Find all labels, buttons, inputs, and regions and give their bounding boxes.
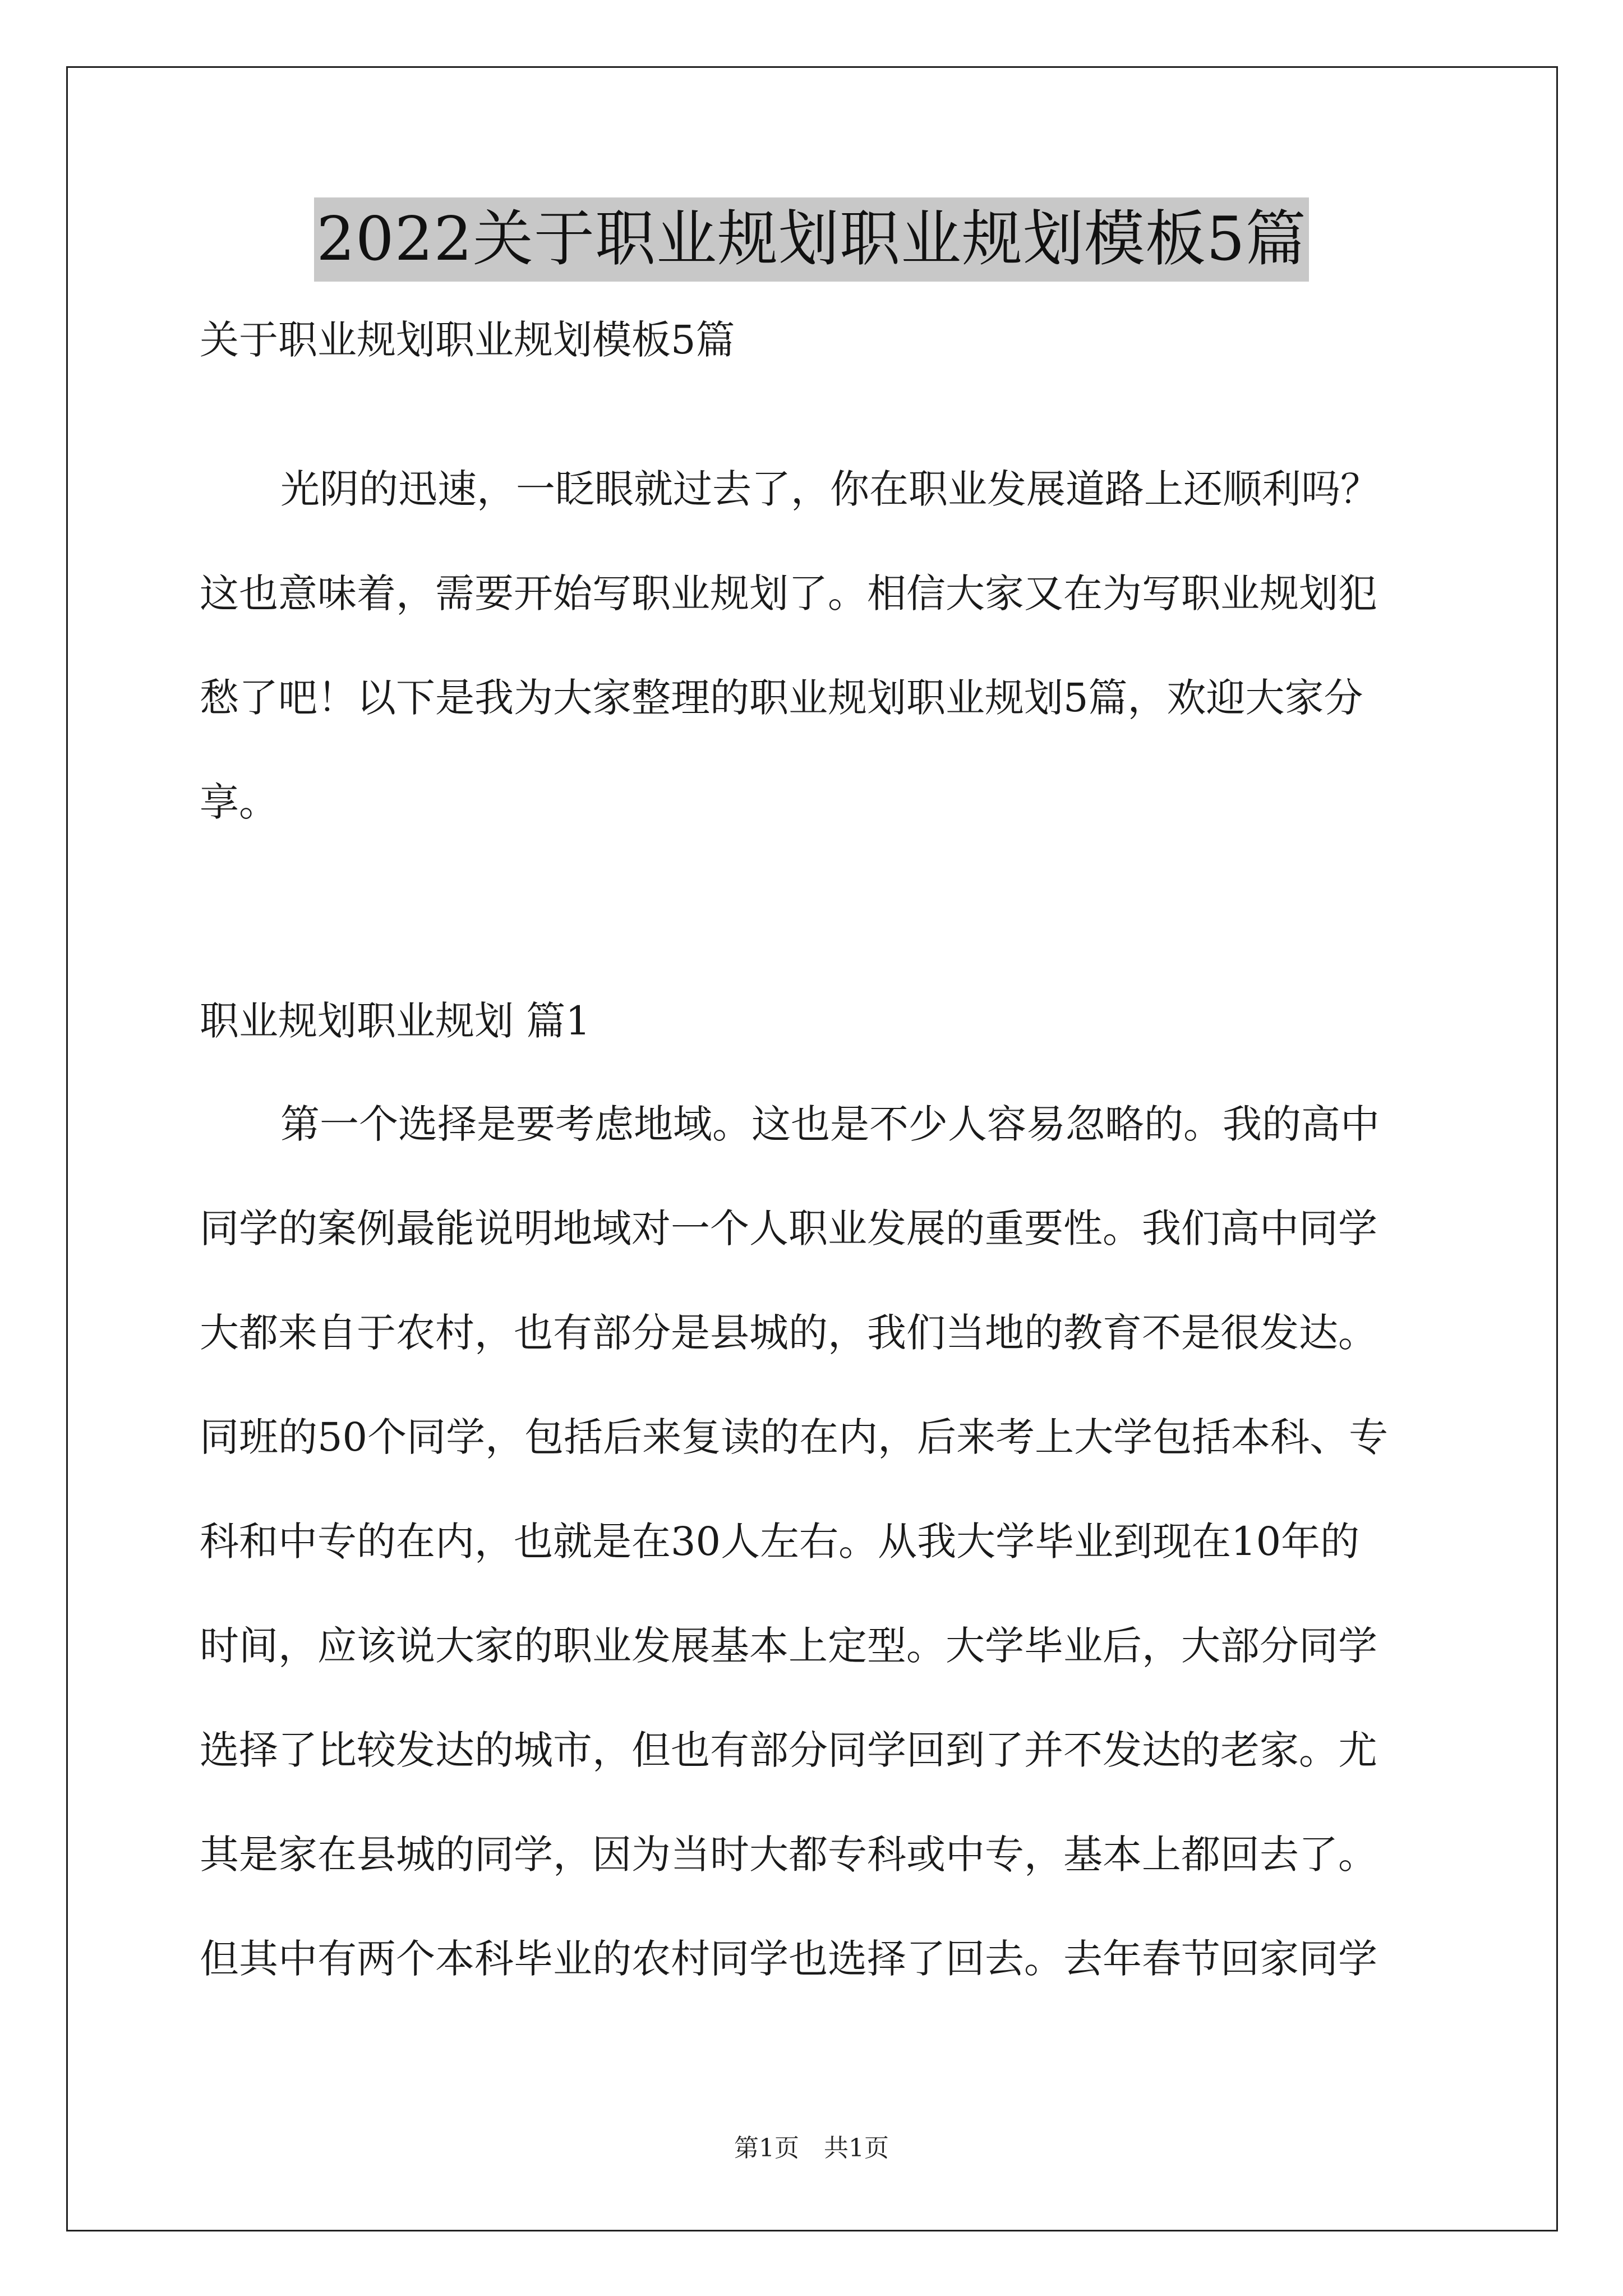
page-footer: 第1页 共1页 [734,2134,889,2162]
section-line: 但其中有两个本科毕业的农村同学也选择了回去。去年春节回家同学 [200,1936,1377,1982]
section-line: 第一个选择是要考虑地域。这也是不少人容易忽略的。我的高中 [280,1101,1380,1147]
document-subtitle: 关于职业规划职业规划模板5篇 [200,317,735,363]
title-container [0,197,1623,282]
section-line: 同学的案例最能说明地域对一个人职业发展的重要性。我们高中同学 [200,1205,1377,1251]
document-title: 2022关于职业规划职业规划模板5篇 [314,197,1309,282]
section-line: 其是家在县城的同学，因为当时大都专科或中专，基本上都回去了。 [200,1832,1377,1878]
section-heading: 职业规划职业规划 篇1 [200,998,591,1044]
section-line: 科和中专的在内，也就是在30人左右。从我大学毕业到现在10年的 [200,1519,1360,1565]
intro-line: 这也意味着，需要开始写职业规划了。相信大家又在为写职业规划犯 [200,570,1377,616]
section-line: 大都来自于农村，也有部分是县城的，我们当地的教育不是很发达。 [200,1310,1377,1356]
section-line: 选择了比较发达的城市，但也有部分同学回到了并不发达的老家。尤 [200,1727,1377,1773]
intro-line: 光阴的迅速，一眨眼就过去了，你在职业发展道路上还顺利吗？ [280,466,1380,512]
section-line: 时间，应该说大家的职业发展基本上定型。大学毕业后，大部分同学 [200,1623,1377,1669]
intro-line: 享。 [200,779,278,825]
intro-line: 愁了吧！以下是我为大家整理的职业规划职业规划5篇，欢迎大家分 [200,675,1363,721]
section-line: 同班的50个同学，包括后来复读的在内，后来考上大学包括本科、专 [200,1414,1389,1460]
